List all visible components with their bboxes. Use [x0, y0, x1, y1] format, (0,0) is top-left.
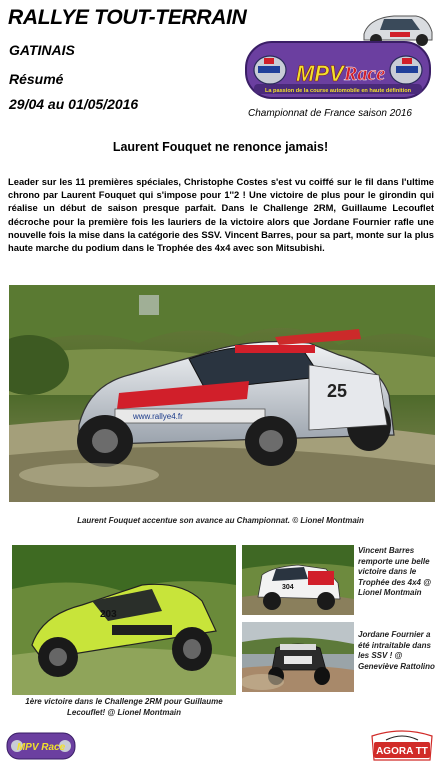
main-car-number: 25 — [327, 381, 348, 401]
left-photo-caption: 1ère victoire dans le Challenge 2RM pour Guillaume Lecouflet! @ Lionel Montmain — [25, 697, 223, 717]
agora-tt-logo — [368, 728, 436, 764]
svg-text:MPV: MPV — [296, 61, 344, 86]
trophee-4x4-photo — [242, 545, 354, 615]
helmet-icon — [254, 56, 286, 84]
event-dates: 29/04 au 01/05/2016 — [9, 96, 139, 112]
svg-text:Race: Race — [344, 63, 386, 85]
right1-photo-caption: Vincent Barres remporte une belle victoire dans le Trophée des 4x4 @ Lionel Montmain — [358, 546, 432, 597]
main-car-plate: www.rallye4.fr — [133, 412, 183, 421]
mpv-race-logo — [244, 8, 434, 108]
championnat-label: Championnat de France saison 2016 — [248, 108, 412, 119]
event-title: RALLYE TOUT-TERRAIN — [8, 6, 247, 29]
main-rally-photo — [9, 285, 435, 502]
event-location: GATINAIS — [9, 42, 75, 58]
right1-car-number: 304 — [282, 584, 294, 591]
challenge-2rm-photo — [12, 545, 236, 695]
footer-agora-text: AGORA TT — [376, 746, 428, 757]
right2-photo-caption: Jordane Fournier a été intraitable dans les SSV ! @ Geneviève Rattolino — [358, 630, 435, 671]
article-body: Leader sur les 11 premières spéciales, Christophe Costes s'est vu coiffé sur le fil dans l'ultime chrono par Laurent Fouquet qui s'impose pour 1''2 ! Une victoire de plus pour le girondin qui réalise un début de saison presque parfait. Dans le Challenge 2RM, Guillaume Lecouflet décroche pour la première fois les lauriers de la victoire alors que Jordane Fournier rafle une nouvelle fois la mise dans la catégorie des SSV. Vincent Barres, pour sa part, monte sur la plus haute marche du podium dans le Trophée des 4x4 avec son Mitsubishi. — [8, 176, 434, 254]
main-photo-caption: Laurent Fouquet accentue son avance au Championnat. © Lionel Montmain — [77, 516, 364, 525]
footer-mpv-text: MPV Race — [16, 742, 66, 753]
left-car-number: 203 — [100, 609, 117, 620]
svg-text:La passion de la course automo: La passion de la course automobile en haute définition — [264, 88, 412, 94]
ssv-photo — [242, 622, 354, 692]
helmet-icon — [390, 56, 422, 84]
footer-mpv-logo — [6, 730, 76, 762]
article-headline: Laurent Fouquet ne renonce jamais! — [112, 140, 329, 154]
event-subtitle: Résumé — [9, 71, 64, 87]
